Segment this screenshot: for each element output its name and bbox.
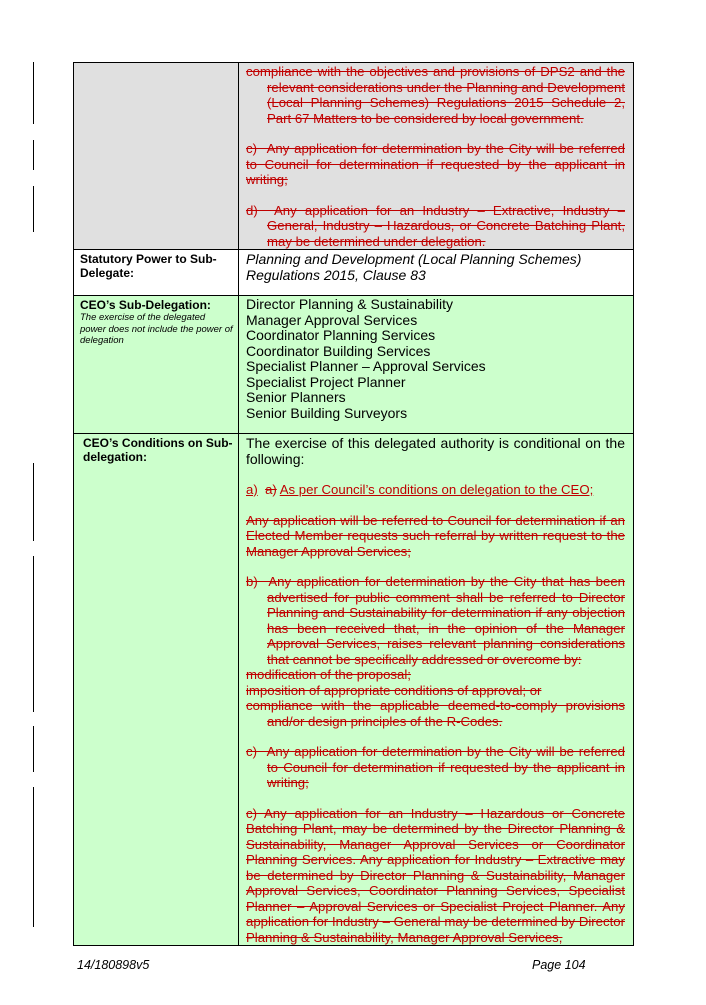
value-cell <box>239 63 634 250</box>
inserted-text: As per Council’s conditions on delegation to the CEO; <box>279 482 594 497</box>
list-item: Coordinator Building Services <box>246 342 431 359</box>
page-number: Page 104 <box>532 958 586 972</box>
struck-item-c2: c) Any application for an Industry – Hazardous or Concrete Batching Plant, may be determined by the Director Planning & Sustainability, Manager Approval Services or Coordinator Planning Services. Any application for Industry – Extractive may be determined by Director Planning & Sustainability, Manager Approval Services, Coordinator Planning Services, Specialist Planner – Approval Services or Specialist Project Planner. Any application for Industry – General may be determined by Director Planning & Sustainability, Manager Approval Services, <box>246 805 625 945</box>
label-cell <box>74 63 239 250</box>
change-bar <box>33 726 34 772</box>
sub-delegation-note: The exercise of the delegated power does not include the power of delegation <box>80 312 233 346</box>
table-row <box>74 63 634 250</box>
list-item: Specialist Project Planner <box>246 373 406 390</box>
struck-paragraph: compliance with the objectives and provisions of DPS2 and the relevant considerations under the Planning and Development (Local Planning Schemes) Regulations 2015 Schedule 2, Part 67 Matters to be considered by local government. <box>246 64 625 126</box>
table-row <box>74 434 634 946</box>
change-bar <box>33 463 34 541</box>
statutory-power-value <box>239 250 634 296</box>
struck-paragraph: Any application will be referred to Council for determination if an Elected Member requests such referral by written request to the Manager Approval Services; <box>246 512 625 559</box>
struck-item-d: d) Any application for an Industry – Extractive, Industry – General, Industry – Hazardous, or Concrete Batching Plant, may be determined under delegation. <box>246 202 625 249</box>
sub-delegation-label-cell <box>74 296 239 434</box>
list-item: Senior Planners <box>246 389 346 405</box>
change-bar <box>33 186 34 232</box>
list-item: Coordinator Planning Services <box>246 327 436 343</box>
conditions-intro: The exercise of this delegated authority is conditional on the following: <box>246 435 625 467</box>
change-bar <box>33 62 34 124</box>
conditions-value <box>239 434 634 946</box>
struck-item-c: c) Any application for determination by the City will be referred to Council for determination if requested by the applicant in writing; <box>246 141 625 187</box>
document-reference: 14/180898v5 <box>77 958 150 972</box>
inserted-number: a) <box>246 482 258 497</box>
struck-sub-item: imposition of appropriate conditions of approval; or <box>246 682 542 698</box>
change-bar <box>33 140 34 170</box>
list-item: Senior Building Surveyors <box>246 404 408 421</box>
list-item: Director Planning & Sustainability <box>246 296 453 312</box>
deleted-number: a) <box>265 482 277 497</box>
statutory-line-1: Planning and Development (Local Planning Schemes) <box>246 251 582 267</box>
delegation-table <box>73 62 634 946</box>
conditions-label: CEO’s Conditions on Sub-delegation: <box>74 434 239 946</box>
change-bar <box>33 556 34 712</box>
struck-item-c: c) Any application for determination by the City will be referred to Council for determination if requested by the applicant in writing; <box>246 744 625 790</box>
condition-item-a <box>246 482 625 498</box>
sub-delegation-list <box>239 296 634 434</box>
list-item: Manager Approval Services <box>246 311 418 328</box>
statutory-power-label: Statutory Power to Sub-Delegate: <box>74 250 239 296</box>
struck-sub-item: compliance with the applicable deemed-to-comply provisions and/or design principles of the R-Codes. <box>246 698 625 729</box>
sub-delegation-label: CEO’s Sub-Delegation: <box>80 298 211 312</box>
statutory-line-2: Regulations 2015, Clause 83 <box>246 267 426 283</box>
struck-item-b: b) Any application for determination by the City that has been advertised for public comment shall be referred to Director Planning and Sustainability for determination if any objection has been received that, in the opinion of the Manager Approval Services, raises relevant planning considerations that cannot be specifically addressed or overcome by: <box>246 574 625 667</box>
change-bar <box>33 787 34 927</box>
table-row <box>74 250 634 296</box>
table-row <box>74 296 634 434</box>
struck-sub-item: modification of the proposal; <box>246 667 411 682</box>
list-item: Specialist Planner – Approval Services <box>246 358 486 374</box>
